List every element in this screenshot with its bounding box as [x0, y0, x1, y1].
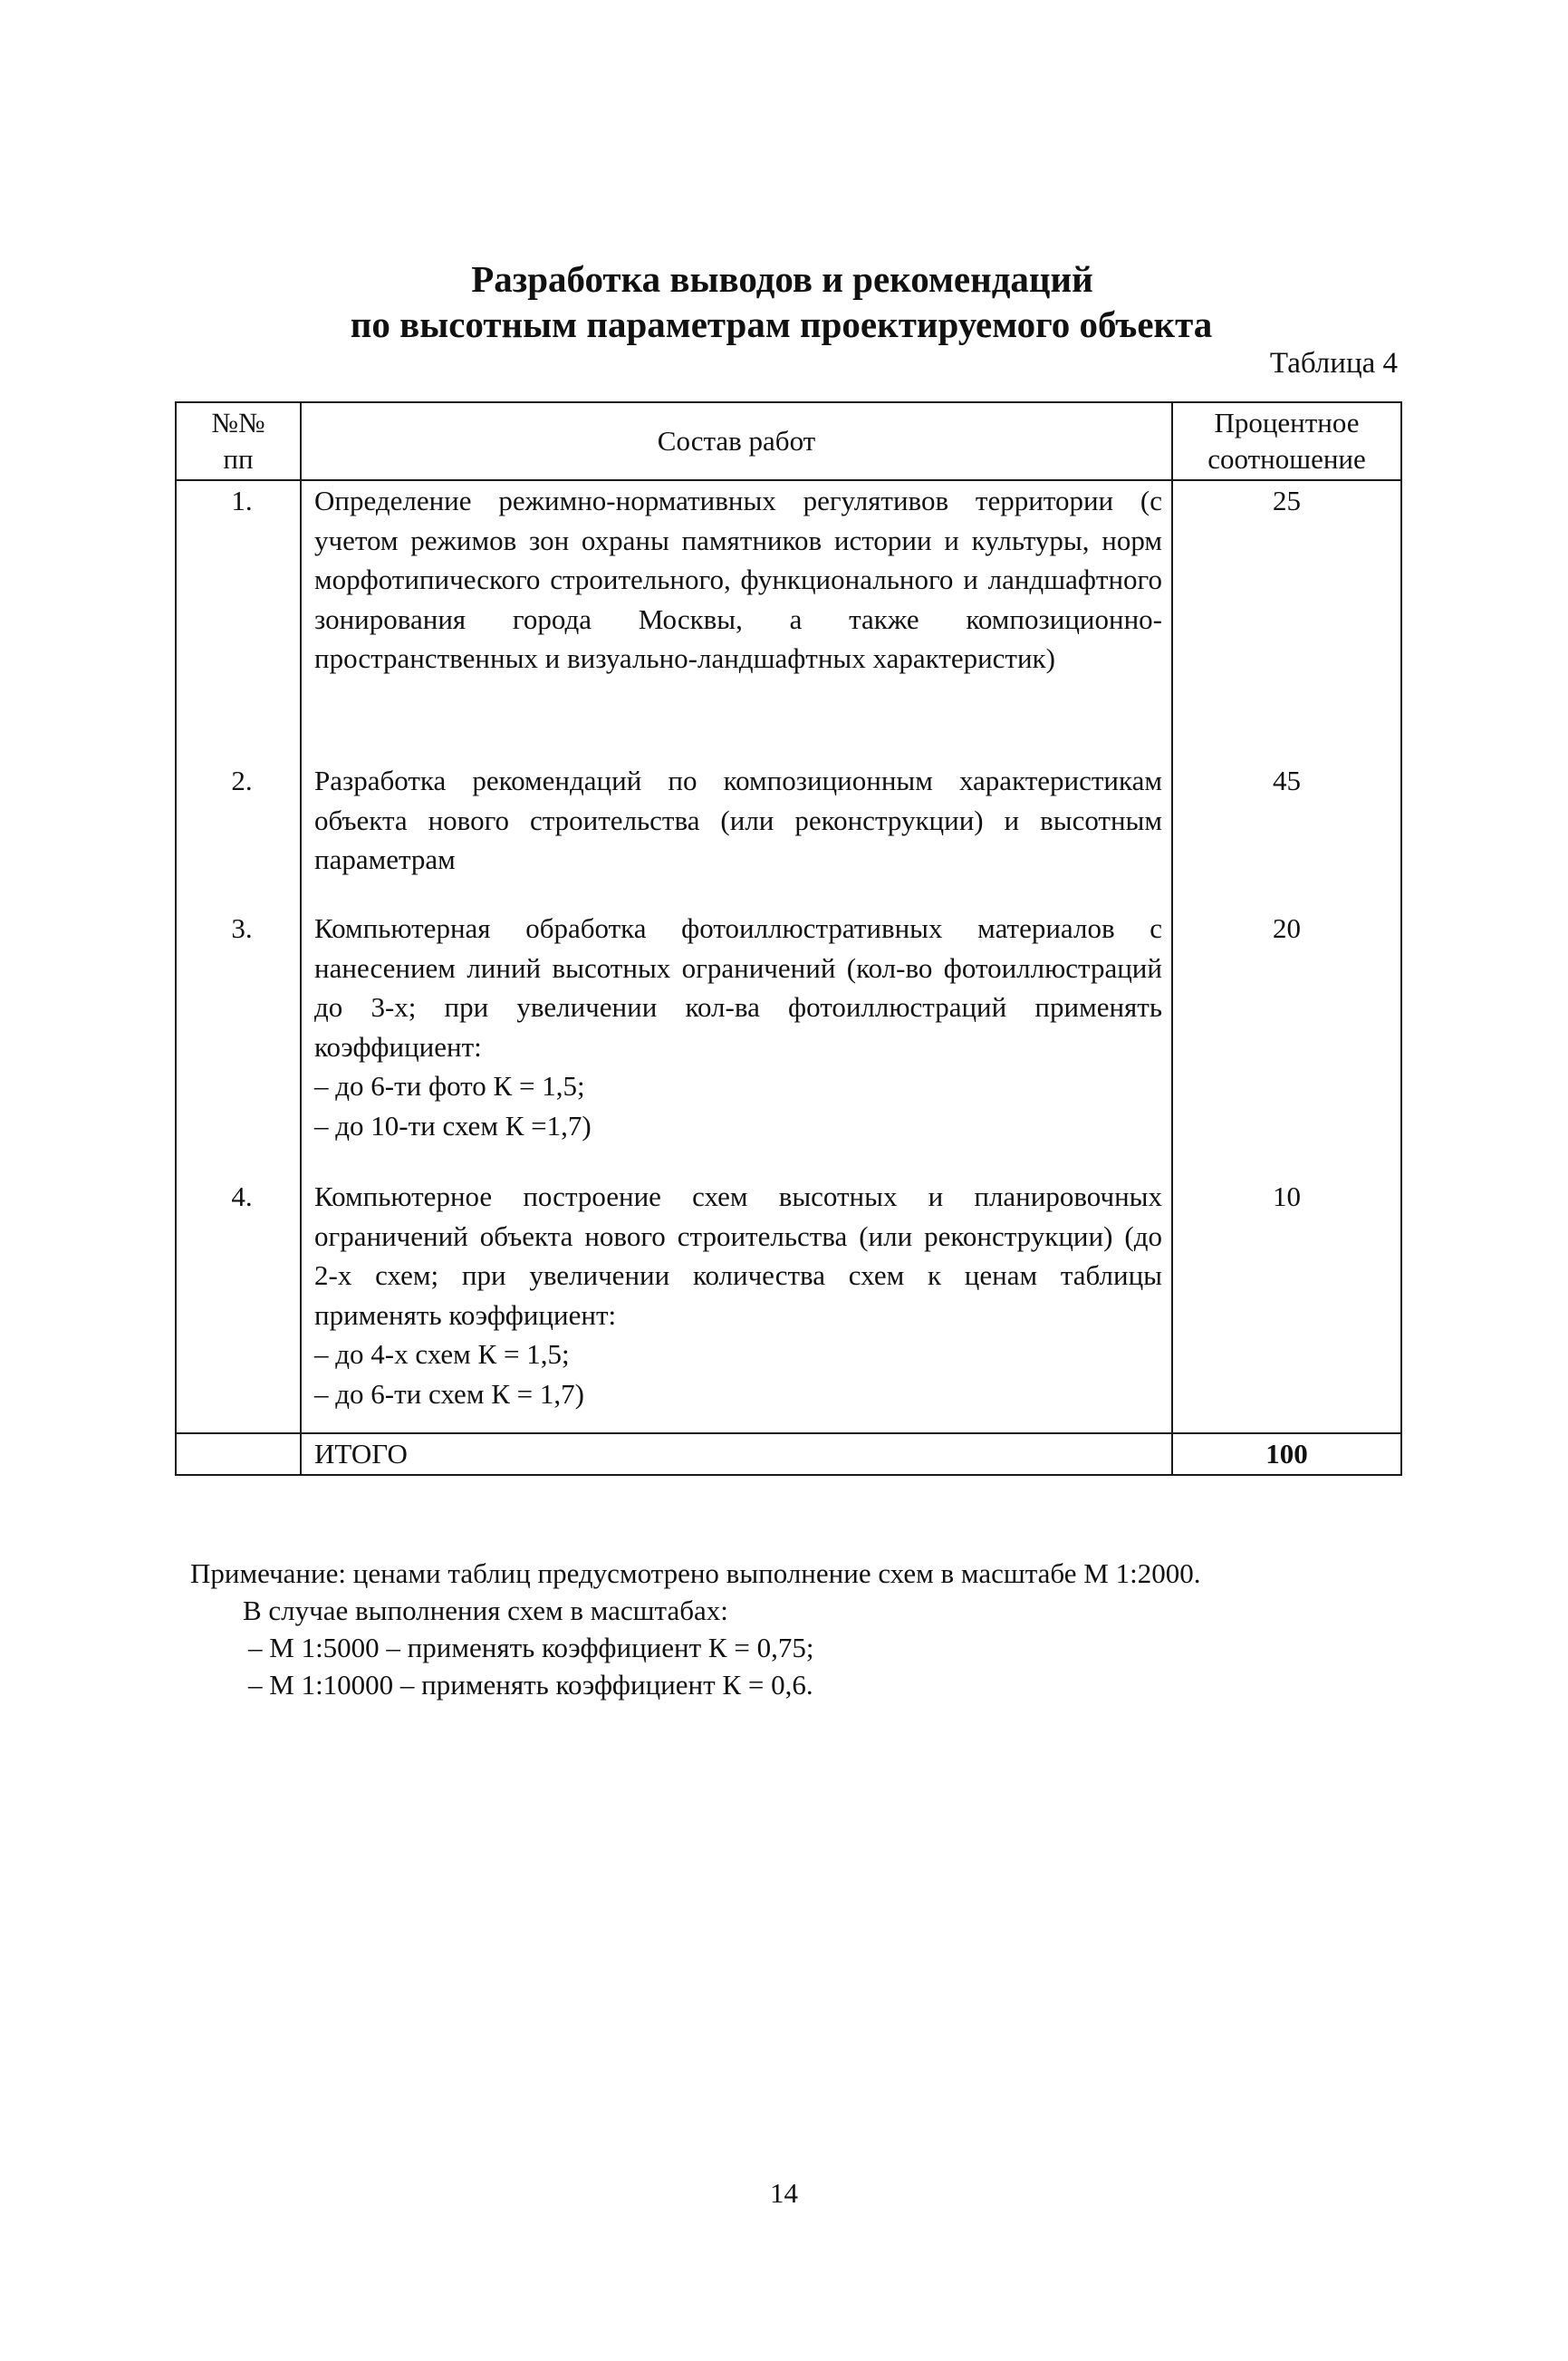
- row-number: 3.: [231, 912, 253, 944]
- row-work-cell: [301, 1177, 1172, 1433]
- row-description: Определение режимно-нормативных регулятивов территории (с учетом режимов зон охраны памятников истории и культуры, норм морфотипического строительного, функционального и ландшафтного зонирования города Москвы, а также композиционно-пространственных и визуально-ландшафтных характеристик): [314, 485, 1162, 674]
- row-number-cell: [176, 909, 301, 1177]
- header-percent: [1172, 402, 1401, 480]
- header-number-line2: пп: [223, 443, 254, 475]
- total-row: [176, 1433, 1401, 1475]
- works-table: [175, 401, 1402, 1476]
- row-number-cell: [176, 480, 301, 761]
- document-title-line1: Разработка выводов и рекомендаций: [471, 258, 1093, 300]
- document-title-line2: по высотным параметрам проектируемого объекта: [350, 304, 1213, 345]
- row-number: 4.: [231, 1180, 253, 1212]
- row-description: Компьютерное построение схем высотных и планировочных ограничений объекта нового строительства (или реконструкции) (до 2-х схем; при увеличении количества схем к ценам таблицы применять коэффициент:: [314, 1180, 1162, 1331]
- note-line2: В случае выполнения схем в масштабах:: [243, 1595, 728, 1626]
- table-row: [176, 480, 1401, 761]
- row-percent: 10: [1172, 1177, 1401, 1433]
- note-line1: Примечание: ценами таблиц предусмотрено выполнение схем в масштабе М 1:2000.: [190, 1557, 1201, 1589]
- page-number: 14: [770, 2177, 798, 2209]
- row-number: 1.: [231, 485, 253, 516]
- row-work-cell: [301, 909, 1172, 1177]
- table-row: [176, 909, 1401, 1177]
- header-work: Состав работ: [301, 402, 1172, 480]
- row-coefficient-item: – до 6-ти фото К = 1,5;: [314, 1070, 585, 1102]
- table-label: Таблица 4: [1269, 347, 1398, 380]
- table-row: [176, 761, 1401, 909]
- table-row: [176, 1177, 1401, 1433]
- row-percent: 45: [1172, 761, 1401, 909]
- note-item: – М 1:10000 – применять коэффициент К = 0,6.: [248, 1669, 813, 1701]
- row-work-cell: [301, 480, 1172, 761]
- total-percent: 100: [1172, 1433, 1401, 1475]
- header-number: [176, 402, 301, 480]
- header-percent-line1: Процентное: [1214, 407, 1360, 438]
- note-block: [190, 1555, 1200, 1703]
- row-percent: 25: [1172, 480, 1401, 761]
- row-number-cell: [176, 1177, 301, 1433]
- row-coefficient-item: – до 10-ти схем К =1,7): [314, 1109, 592, 1142]
- row-number-cell: [176, 761, 301, 909]
- row-work-cell: [301, 761, 1172, 909]
- note-item: – М 1:5000 – применять коэффициент К = 0,75;: [248, 1632, 814, 1663]
- row-coefficient-item: – до 6-ти схем К = 1,7): [314, 1377, 584, 1410]
- header-percent-line2: соотношение: [1207, 443, 1366, 475]
- row-coefficient-item: – до 4-х схем К = 1,5;: [314, 1338, 570, 1370]
- row-percent: 20: [1172, 909, 1401, 1177]
- row-description: Разработка рекомендаций по композиционным характеристикам объекта нового строительства (или реконструкции) и высотным параметрам: [314, 765, 1162, 875]
- header-number-line1: №№: [211, 407, 265, 438]
- row-number: 2.: [231, 765, 253, 796]
- total-label: ИТОГО: [301, 1433, 1172, 1475]
- table-header-row: [176, 402, 1401, 480]
- total-number-cell: [176, 1433, 301, 1475]
- row-description: Компьютерная обработка фотоиллюстративных материалов с нанесением линий высотных ограничений (кол-во фотоиллюстраций до 3-х; при увеличении кол-ва фотоиллюстраций применять коэффициент:: [314, 912, 1162, 1063]
